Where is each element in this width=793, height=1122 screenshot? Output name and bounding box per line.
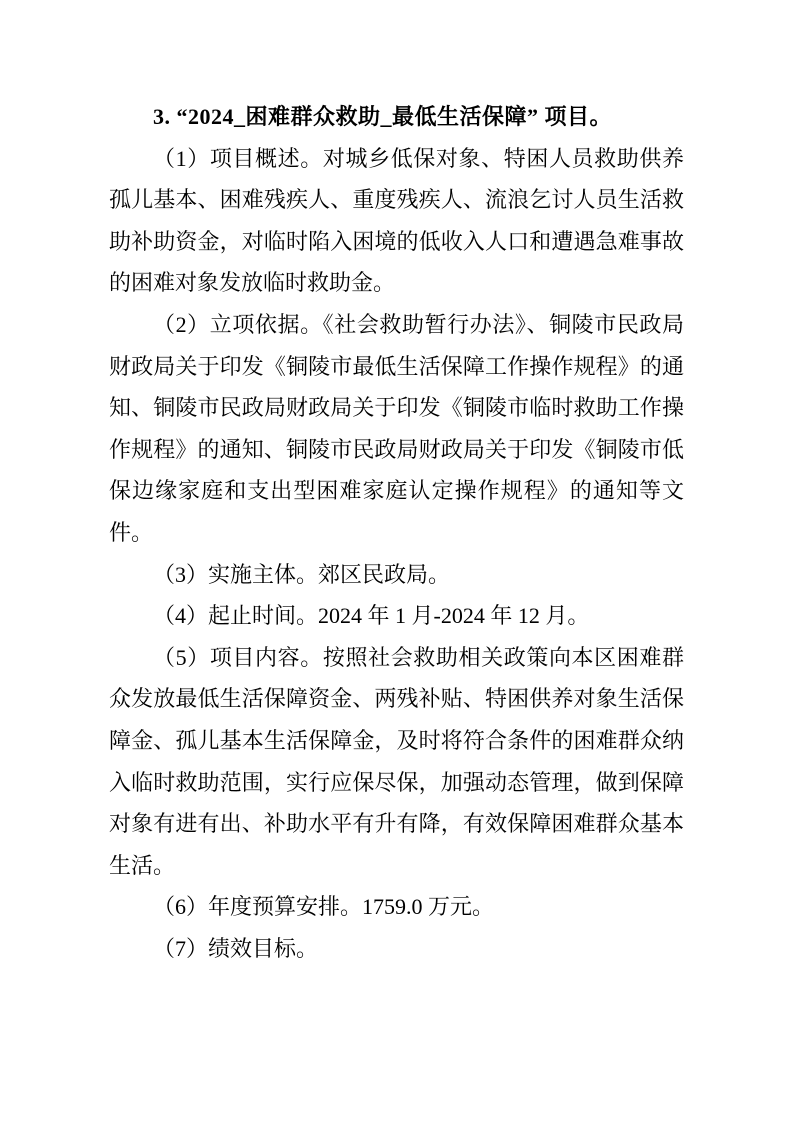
paragraph-time-period: （4）起止时间。2024 年 1 月-2024 年 12 月。 (153, 603, 590, 629)
paragraph-project-content: （5）项目内容。按照社会救助相关政策向本区困难群众发放最低生活保障资金、两残补贴、特困供养对象生活保障金、孤儿基本生活保障金，及时将符合条件的困难群众纳入临时救助范围，实行应保尽保，加强动态管理，做到保障对象有进有出、补助水平有升有降，有效保障困难群众基本生活。 (109, 644, 684, 878)
paragraph-implementing-body: （3）实施主体。郊区民政局。 (153, 561, 451, 587)
paragraph-legal-basis: （2）立项依据。《社会救助暂行办法》、铜陵市民政局财政局关于印发《铜陵市最低生活保障工作操作规程》的通知、铜陵市民政局财政局关于印发《铜陵市临时救助工作操作规程》的通知、铜陵市民政局财政局关于印发《铜陵市低保边缘家庭和支出型困难家庭认定操作规程》的通知等文件。 (109, 311, 684, 545)
paragraph-project-overview: （1）项目概述。对城乡低保对象、特困人员救助供养孤儿基本、困难残疾人、重度残疾人、流浪乞讨人员生活救助补助资金，对临时陷入困境的低收入人口和遭遇急难事故的困难对象发放临时救助金。 (109, 145, 684, 296)
section-heading: 3. “2024_困难群众救助_最低生活保障” 项目。 (153, 104, 613, 129)
paragraph-annual-budget: （6）年度预算安排。1759.0 万元。 (153, 894, 495, 920)
paragraph-performance-goals: （7）绩效目标。 (153, 935, 319, 961)
